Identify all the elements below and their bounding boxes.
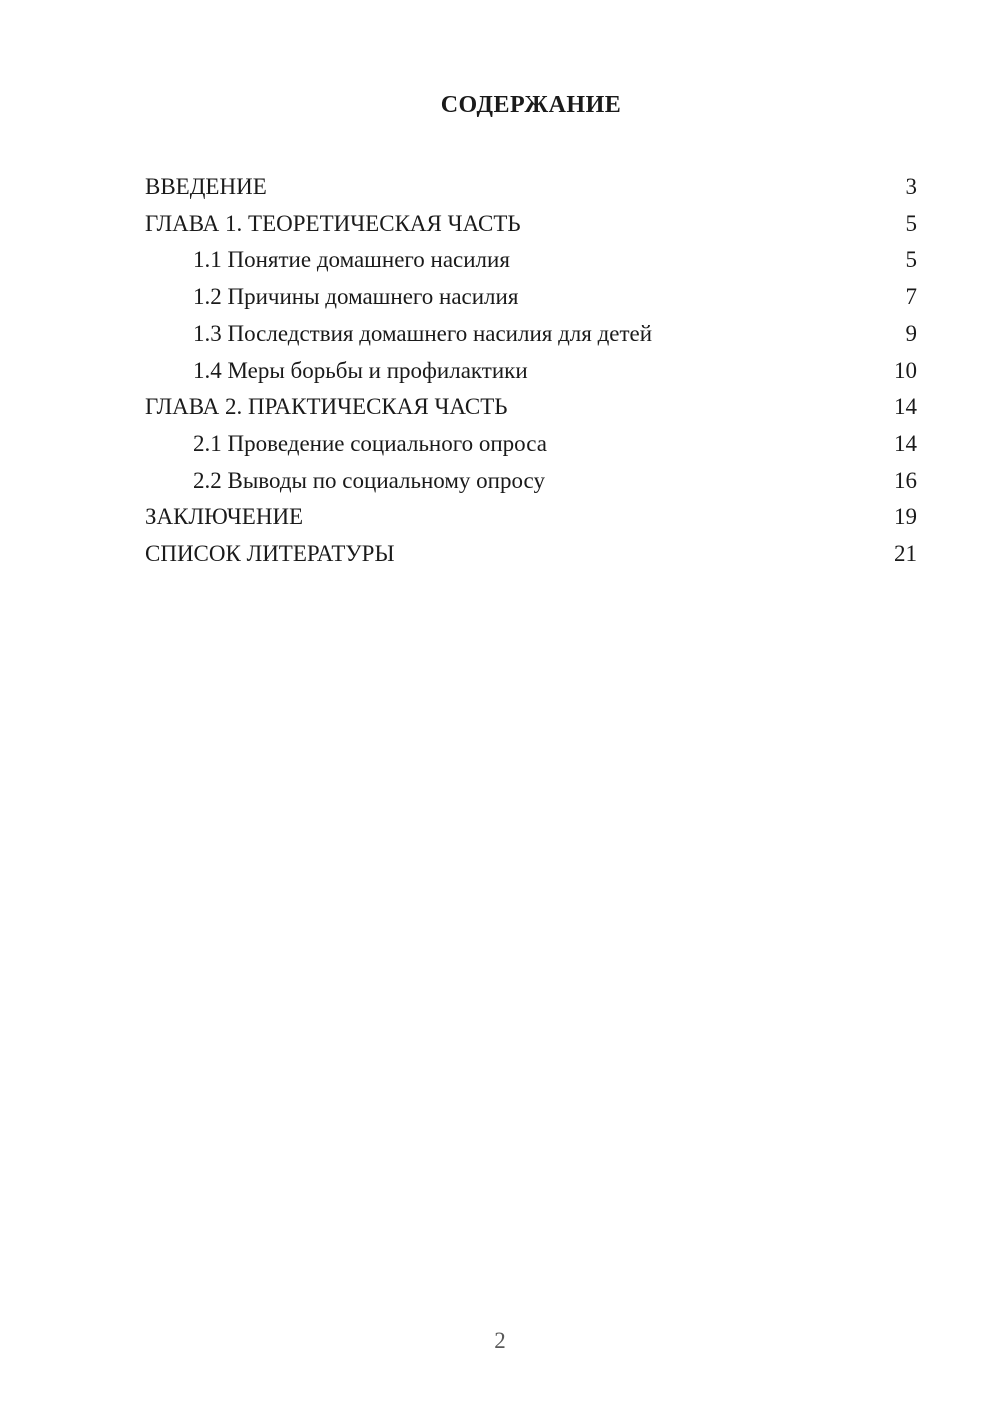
toc-entry [145, 463, 917, 500]
toc-entry [145, 389, 917, 426]
toc-entry-page: 5 [905, 247, 917, 273]
toc-entry-page: 14 [894, 430, 917, 456]
toc-entry-page: 21 [894, 541, 917, 567]
toc-entry-page: 10 [894, 357, 917, 383]
toc-entry-label: 1.1 Понятие домашнего насилия [193, 247, 510, 273]
toc-entry-page: 19 [894, 504, 917, 530]
toc-entry [145, 499, 917, 536]
toc-entry [145, 242, 917, 279]
toc-entry [145, 206, 917, 243]
toc-entry-label: 1.2 Причины домашнего насилия [193, 284, 519, 310]
toc-entry-label: ЗАКЛЮЧЕНИЕ [145, 504, 304, 530]
toc-entry-label: ГЛАВА 2. ПРАКТИЧЕСКАЯ ЧАСТЬ [145, 394, 508, 420]
toc-entry-label: 2.1 Проведение социального опроса [193, 430, 547, 456]
toc-entry [145, 316, 917, 353]
toc-entry-label: 1.4 Меры борьбы и профилактики [193, 357, 528, 383]
toc-entry-label: 1.3 Последствия домашнего насилия для детей [193, 320, 653, 346]
page-title: СОДЕРЖАНИЕ [440, 92, 622, 118]
table-of-contents [145, 169, 917, 573]
toc-entry-page: 7 [905, 284, 917, 310]
toc-entry-page: 5 [905, 210, 917, 236]
toc-entry-label: ГЛАВА 1. ТЕОРЕТИЧЕСКАЯ ЧАСТЬ [145, 210, 521, 236]
toc-entry [145, 536, 917, 573]
page-number: 2 [494, 1328, 506, 1353]
toc-entry [145, 169, 917, 206]
toc-entry-label: 2.2 Выводы по социальному опросу [193, 467, 545, 493]
toc-entry [145, 426, 917, 463]
toc-entry-page: 16 [894, 467, 917, 493]
toc-entry-page: 9 [905, 320, 917, 346]
toc-entry-label: ВВЕДЕНИЕ [145, 174, 267, 199]
toc-entry [145, 353, 917, 390]
toc-entry-page: 14 [894, 394, 917, 420]
toc-entry-page: 3 [905, 174, 917, 199]
toc-entry [145, 279, 917, 316]
toc-entry-label: СПИСОК ЛИТЕРАТУРЫ [145, 541, 395, 567]
